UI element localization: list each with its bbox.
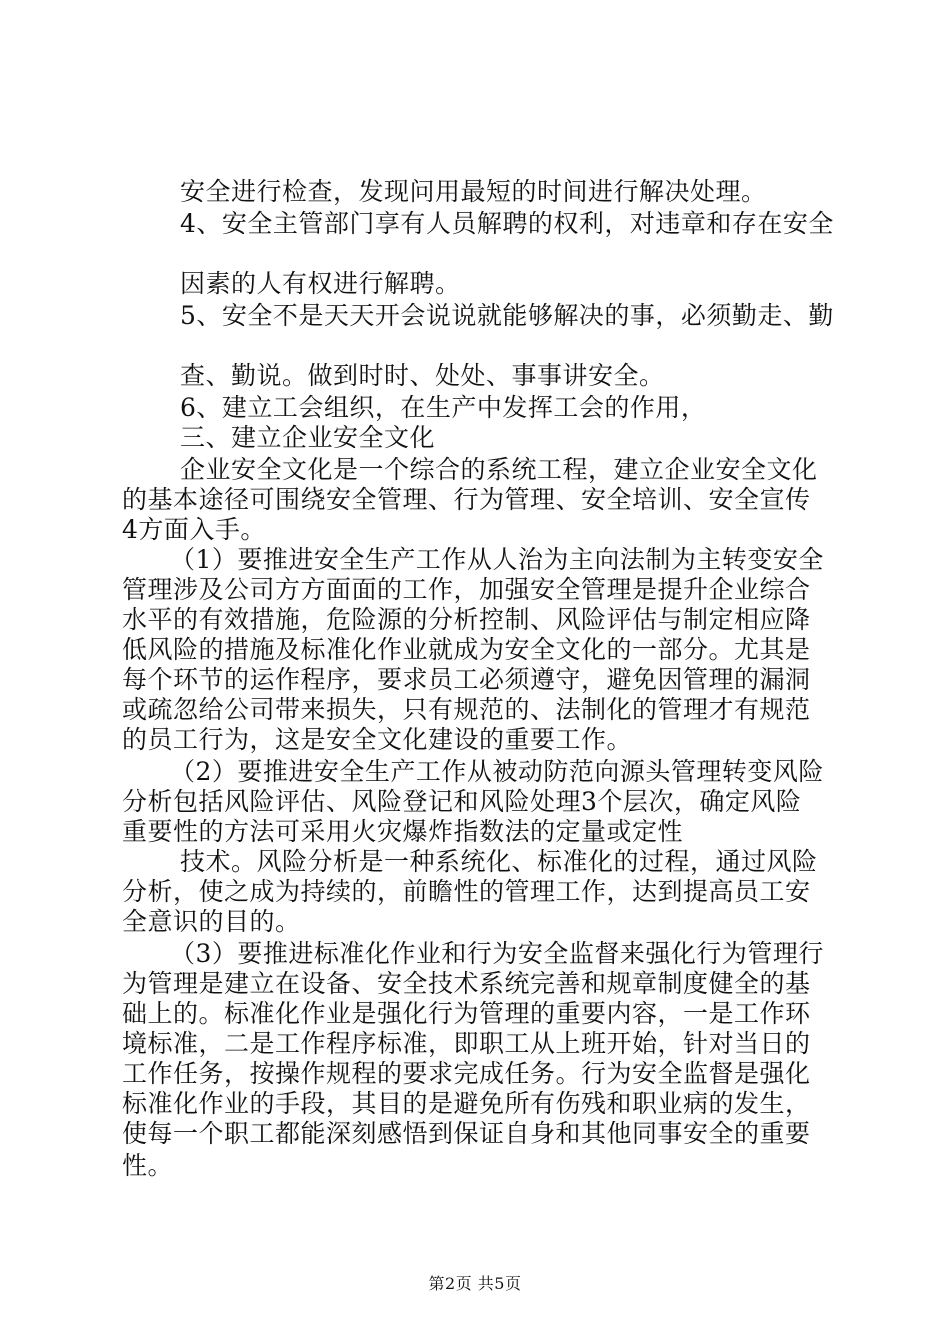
text-line: 管理涉及公司方方面面的工作，加强安全管理是提升企业综合 bbox=[122, 575, 811, 604]
text-line: 低风险的措施及标准化作业就成为安全文化的一部分。尤其是 bbox=[122, 635, 811, 664]
text-line: （2）要推进安全生产工作从被动防范向源头管理转变风险 bbox=[170, 757, 824, 786]
text-line: 全意识的目的。 bbox=[122, 907, 301, 936]
text-line: 4方面入手。 bbox=[122, 515, 266, 544]
text-line: 性。 bbox=[122, 1151, 174, 1180]
text-line: 4、安全主管部门享有人员解聘的权利，对违章和存在安全 bbox=[180, 209, 834, 238]
text-line: 为管理是建立在设备、安全技术系统完善和规章制度健全的基 bbox=[122, 969, 811, 998]
text-line: 标准化作业的手段，其目的是避免所有伤残和职业病的发生， bbox=[122, 1089, 811, 1118]
text-line: 企业安全文化是一个综合的系统工程，建立企业安全文化 bbox=[180, 455, 818, 484]
text-line: （3）要推进标准化作业和行为安全监督来强化行为管理行 bbox=[170, 939, 824, 968]
text-line: 或疏忽给公司带来损失，只有规范的、法制化的管理才有规范 bbox=[122, 695, 811, 724]
text-line: 6、建立工会组织，在生产中发挥工会的作用， bbox=[180, 393, 707, 422]
text-line: 分析，使之成为持续的，前瞻性的管理工作，达到提高员工安 bbox=[122, 877, 811, 906]
text-line: 础上的。标准化作业是强化行为管理的重要内容，一是工作环 bbox=[122, 999, 811, 1028]
text-line: 工作任务，按操作规程的要求完成任务。行为安全监督是强化 bbox=[122, 1059, 811, 1088]
text-line: 技术。风险分析是一种系统化、标准化的过程，通过风险 bbox=[180, 847, 818, 876]
text-line: 的基本途径可围绕安全管理、行为管理、安全培训、安全宣传 bbox=[122, 485, 811, 514]
page-footer bbox=[0, 1273, 950, 1295]
text-line: 查、勤说。做到时时、处处、事事讲安全。 bbox=[180, 361, 665, 390]
text-line: 重要性的方法可采用火灾爆炸指数法的定量或定性 bbox=[122, 817, 684, 846]
text-line: 因素的人有权进行解聘。 bbox=[180, 269, 461, 298]
text-line: 每个环节的运作程序，要求员工必须遵守，避免因管理的漏洞 bbox=[122, 665, 811, 694]
text-line: 境标准，二是工作程序标准，即职工从上班开始，针对当日的 bbox=[122, 1029, 811, 1058]
page-indicator: 第2页 共5页 bbox=[428, 1274, 522, 1293]
text-line: 安全进行检查，发现问用最短的时间进行解决处理。 bbox=[180, 177, 767, 206]
text-line: 的员工行为，这是安全文化建设的重要工作。 bbox=[122, 725, 633, 754]
text-line: （1）要推进安全生产工作从人治为主向法制为主转变安全 bbox=[170, 545, 824, 574]
text-line: 分析包括风险评估、风险登记和风险处理3个层次，确定风险 bbox=[122, 787, 802, 816]
section-heading: 三、建立企业安全文化 bbox=[180, 423, 436, 452]
text-line: 5、安全不是天天开会说说就能够解决的事，必须勤走、勤 bbox=[180, 301, 834, 330]
text-line: 水平的有效措施，危险源的分析控制、风险评估与制定相应降 bbox=[122, 605, 811, 634]
text-line: 使每一个职工都能深刻感悟到保证自身和其他同事安全的重要 bbox=[122, 1119, 811, 1148]
